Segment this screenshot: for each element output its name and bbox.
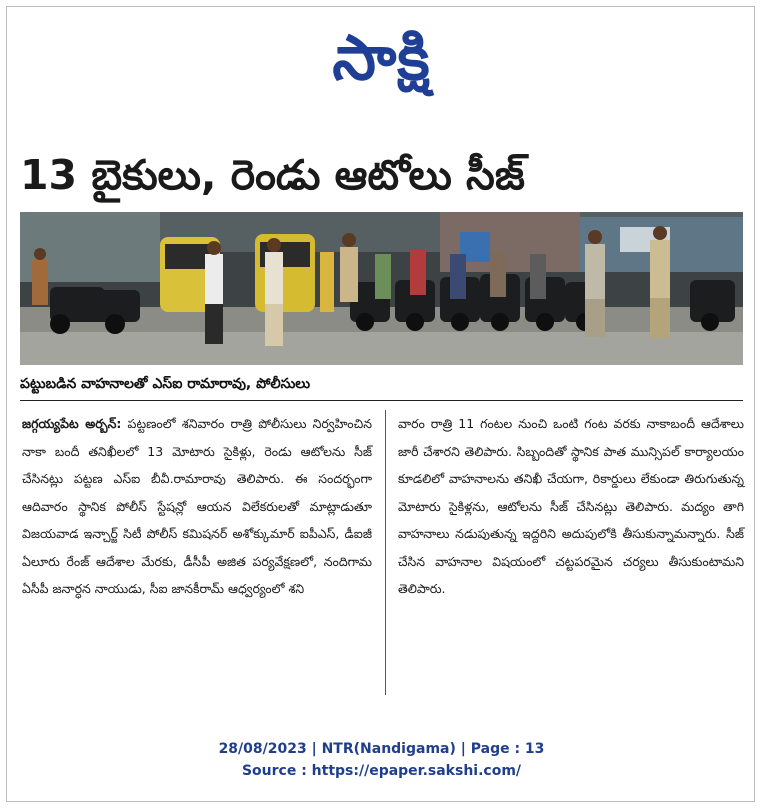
news-photo	[20, 212, 743, 365]
page-border	[6, 6, 755, 802]
footer-date-edition: 28/08/2023 | NTR(Nandigama) | Page : 13	[218, 741, 545, 757]
article-column-right	[398, 410, 744, 603]
photo-caption: పట్టుబడిన వాహనాలతో ఎస్ఐ రామారావు, పోలీసులు	[20, 376, 311, 392]
caption-rule	[20, 400, 743, 401]
article-body-left: పట్టణంలో శనివారం రాత్రి పోలీసులు నిర్వహించిన నాకా బందీ తనిఖీలలో 13 మోటారు సైకిళ్లు, రెండు ఆటోలను సీజ్ చేసినట్లు పట్టణ ఎస్ఐ బీవీ.రామారావు తెలిపారు. ఈ సందర్భంగా ఆదివారం స్థానిక పోలీస్ స్టేషన్లో ఆయన విలేకరులతో మాట్లాడుతూ విజయవాడ ఇన్చార్జ్ సిటీ పోలీస్ కమిషనర్ అశోక్కుమార్ ఐపీఎస్, డీఐజీ ఏలూరు రేంజ్ ఆదేశాల మేరకు, డీసీపీ అజిత పర్యవేక్షణలో, నందిగామ ఏసీపీ జనార్ధన నాయుడు, సీఐ జానకీరామ్ ఆధ్వర్యంలో శని	[22, 416, 372, 596]
article-dateline: జగ్గయ్యపేట అర్బన్:	[22, 416, 122, 431]
column-divider	[385, 410, 386, 695]
article-body-right: వారం రాత్రి 11 గంటల నుంచి ఒంటి గంట వరకు నాకాబందీ ఆదేశాలు జారీ చేశారని తెలిపారు. సిబ్బందితో స్థానిక పాత మున్సిపల్ కార్యాలయం కూడలిలో వాహనాలను తనిఖీ చేయగా, రికార్డులు లేకుండా తిరుగుతున్న మోటారు సైకిళ్లను, ఆటోలను సీజ్ చేసినట్లు తెలిపారు. మద్యం తాగి వాహనాలు నడుపుతున్న ఇద్దరిని అదుపులోకి తీసుకున్నామన్నారు. సీజ్ చేసిన వాహనాల విషయంలో చట్టపరమైన చర్యలు తీసుకుంటామని తెలిపారు.	[398, 416, 744, 596]
masthead-logo: సాక్షి	[332, 21, 431, 94]
article-column-left	[22, 410, 372, 603]
article-headline: 13 బైకులు, రెండు ఆటోలు సీజ్	[20, 151, 525, 199]
footer-source-link[interactable]: Source : https://epaper.sakshi.com/	[241, 763, 522, 779]
